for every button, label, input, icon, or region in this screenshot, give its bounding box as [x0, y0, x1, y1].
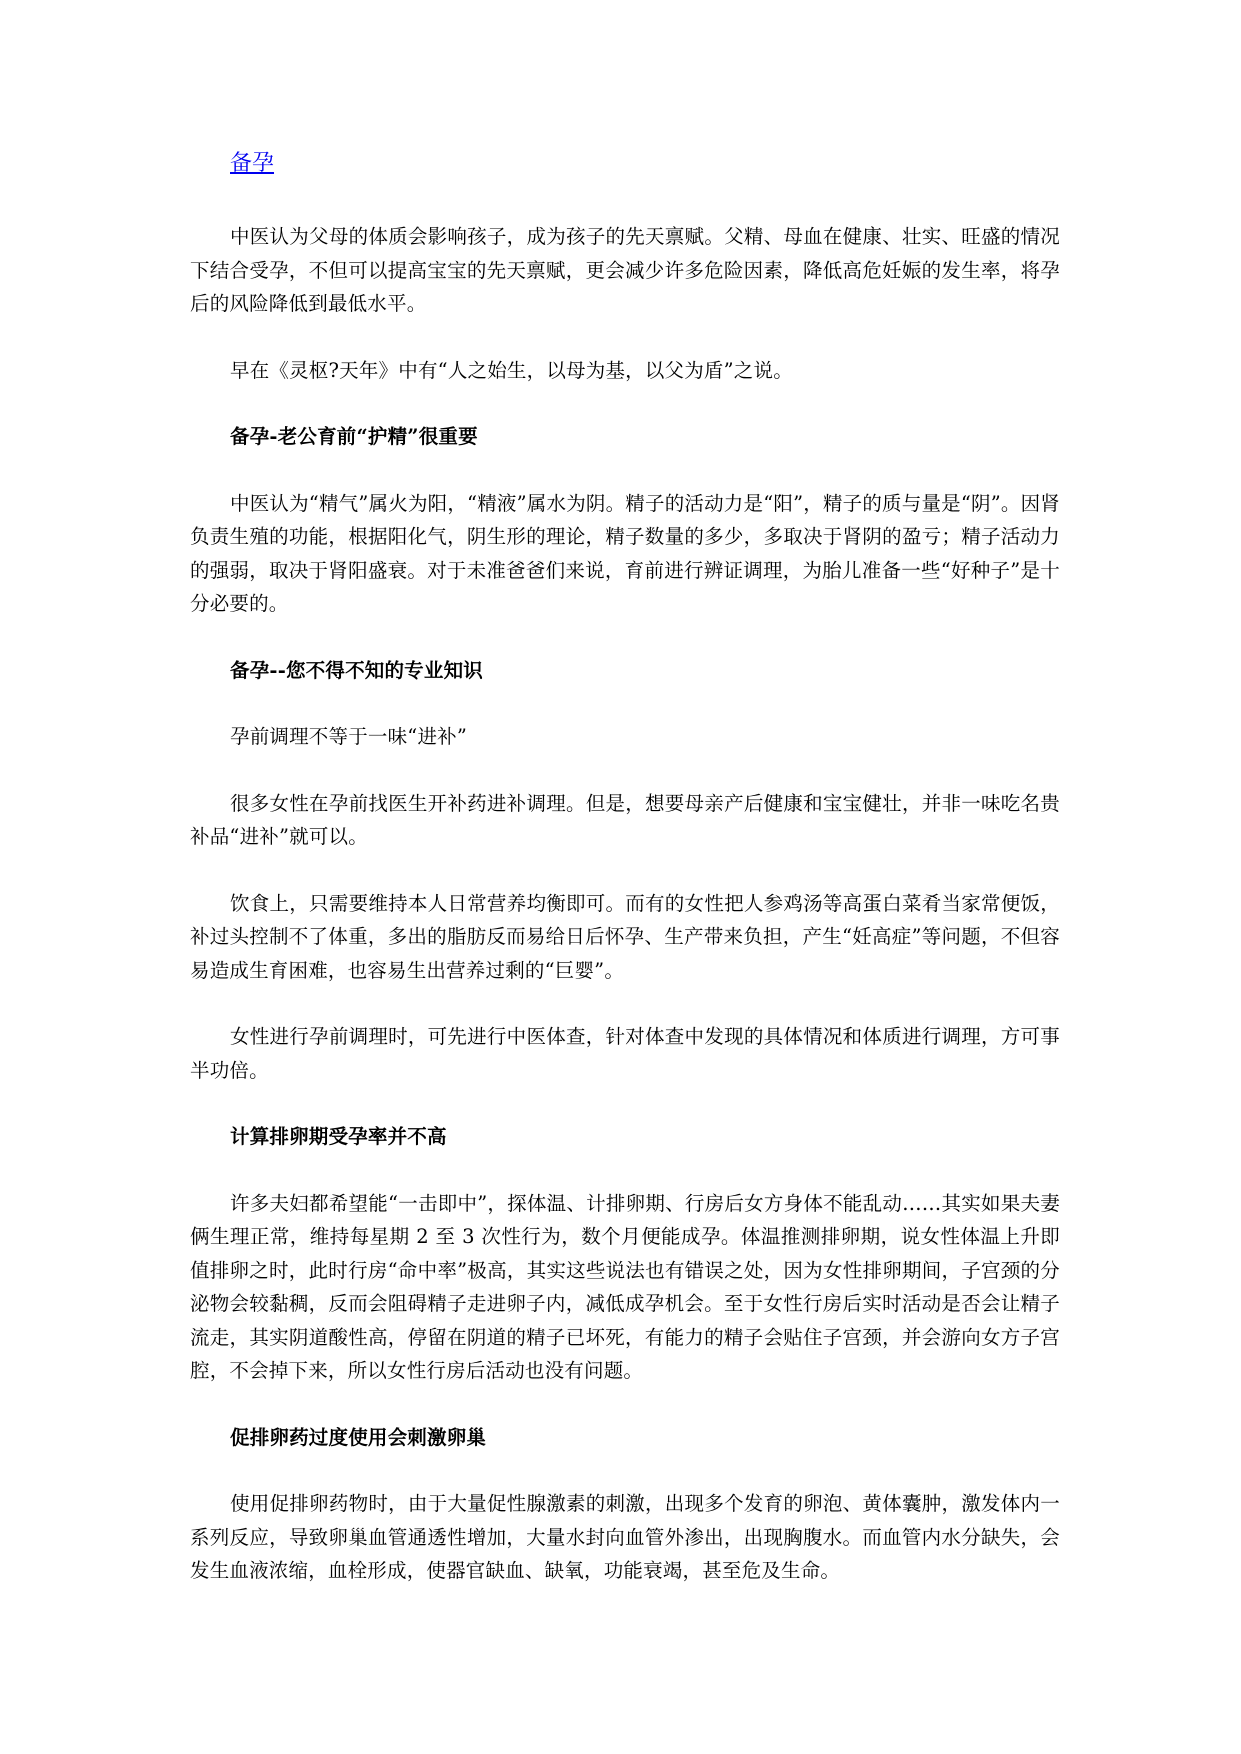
- spacer: [190, 987, 1060, 1020]
- section-heading-husband: 备孕-老公育前“护精”很重要: [230, 425, 478, 448]
- document-page: [190, 148, 1060, 1588]
- section-heading-knowledge: 备孕--您不得不知的专业知识: [230, 658, 483, 682]
- spacer: [190, 1454, 1060, 1487]
- spacer: [190, 687, 1060, 720]
- paragraph-medication: 使用促排卵药物时，由于大量促性腺激素的刺激，出现多个发育的卵泡、黄体囊肿，激发体内一系列反应，导致卵巢血管通透性增加，大量水封向血管外渗出，出现胸腹水。而血管内水分缺失，会发生血液浓缩，血栓形成，使器官缺血、缺氧，功能衰竭，甚至危及生命。: [190, 1492, 1060, 1582]
- paragraph-checkup: 女性进行孕前调理时，可先进行中医体查，针对体查中发现的具体情况和体质进行调理，方可事半功倍。: [190, 1025, 1060, 1082]
- spacer: [190, 754, 1060, 787]
- paragraph-tonic: 很多女性在孕前找医生开补药进补调理。但是，想要母亲产后健康和宝宝健壮，并非一味吃名贵补品“进补”就可以。: [190, 791, 1060, 848]
- paragraph-quote: 早在《灵枢?天年》中有“人之始生，以母为基，以父为盾”之说。: [230, 358, 793, 382]
- paragraph-sperm: 中医认为“精气”属火为阳，“精液”属水为阴。精子的活动力是“阳”，精子的质与量是“阴”。因肾负责生殖的功能，根据阳化气，阴生形的理论，精子数量的多少，多取决于肾阴的盈亏；精子活动力的强弱，取决于肾阳盛衰。对于未准爸爸们来说，育前进行辨证调理，为胎儿准备一些“好种子”是十分必要的。: [190, 491, 1060, 615]
- paragraph-intro: 中医认为父母的体质会影响孩子，成为孩子的先天禀赋。父精、母血在健康、壮实、旺盛的情况下结合受孕，不但可以提高宝宝的先天禀赋，更会减少许多危险因素，降低高危妊娠的发生率，将孕后的风险降低到最低水平。: [190, 225, 1060, 315]
- section-heading-medication: 促排卵药过度使用会刺激卵巢: [230, 1425, 487, 1449]
- title-link[interactable]: 备孕: [230, 151, 275, 176]
- paragraph-subheading-tonic: 孕前调理不等于一味“进补”: [230, 725, 468, 748]
- spacer: [190, 854, 1060, 887]
- paragraph-ovulation: 许多夫妇都希望能“一击即中”，探体温、计排卵期、行房后女方身体不能乱动……其实如果夫妻俩生理正常，维持每星期 2 至 3 次性行为，数个月便能成孕。体温推测排卵期，说女性体温上升即值排卵之时，此时行房“命中率”极高，其实这些说法也有错误之处，因为女性排卵期间，子宫颈的分泌物会较黏稠，反而会阻碍精子走进卵子内，减低成孕机会。至于女性行房后实时活动是否会让精子流走，其实阴道酸性高，停留在阴道的精子已坏死，有能力的精子会贴住子宫颈，并会游向女方子宫腔，不会掉下来，所以女性行房后活动也没有问题。: [190, 1191, 1060, 1382]
- section-heading-ovulation: 计算排卵期受孕率并不高: [230, 1125, 447, 1148]
- spacer: [190, 1388, 1060, 1421]
- spacer: [190, 321, 1060, 354]
- spacer: [190, 454, 1060, 487]
- spacer: [190, 387, 1060, 420]
- spacer: [190, 1087, 1060, 1120]
- spacer: [190, 621, 1060, 654]
- paragraph-diet: 饮食上，只需要维持本人日常营养均衡即可。而有的女性把人参鸡汤等高蛋白菜肴当家常便饭，补过头控制不了体重，多出的脂肪反而易给日后怀孕、生产带来负担，产生“妊高症”等问题，不但容易造成生育困难，也容易生出营养过剩的“巨婴”。: [190, 891, 1060, 982]
- spacer: [190, 180, 1060, 220]
- spacer: [190, 1154, 1060, 1187]
